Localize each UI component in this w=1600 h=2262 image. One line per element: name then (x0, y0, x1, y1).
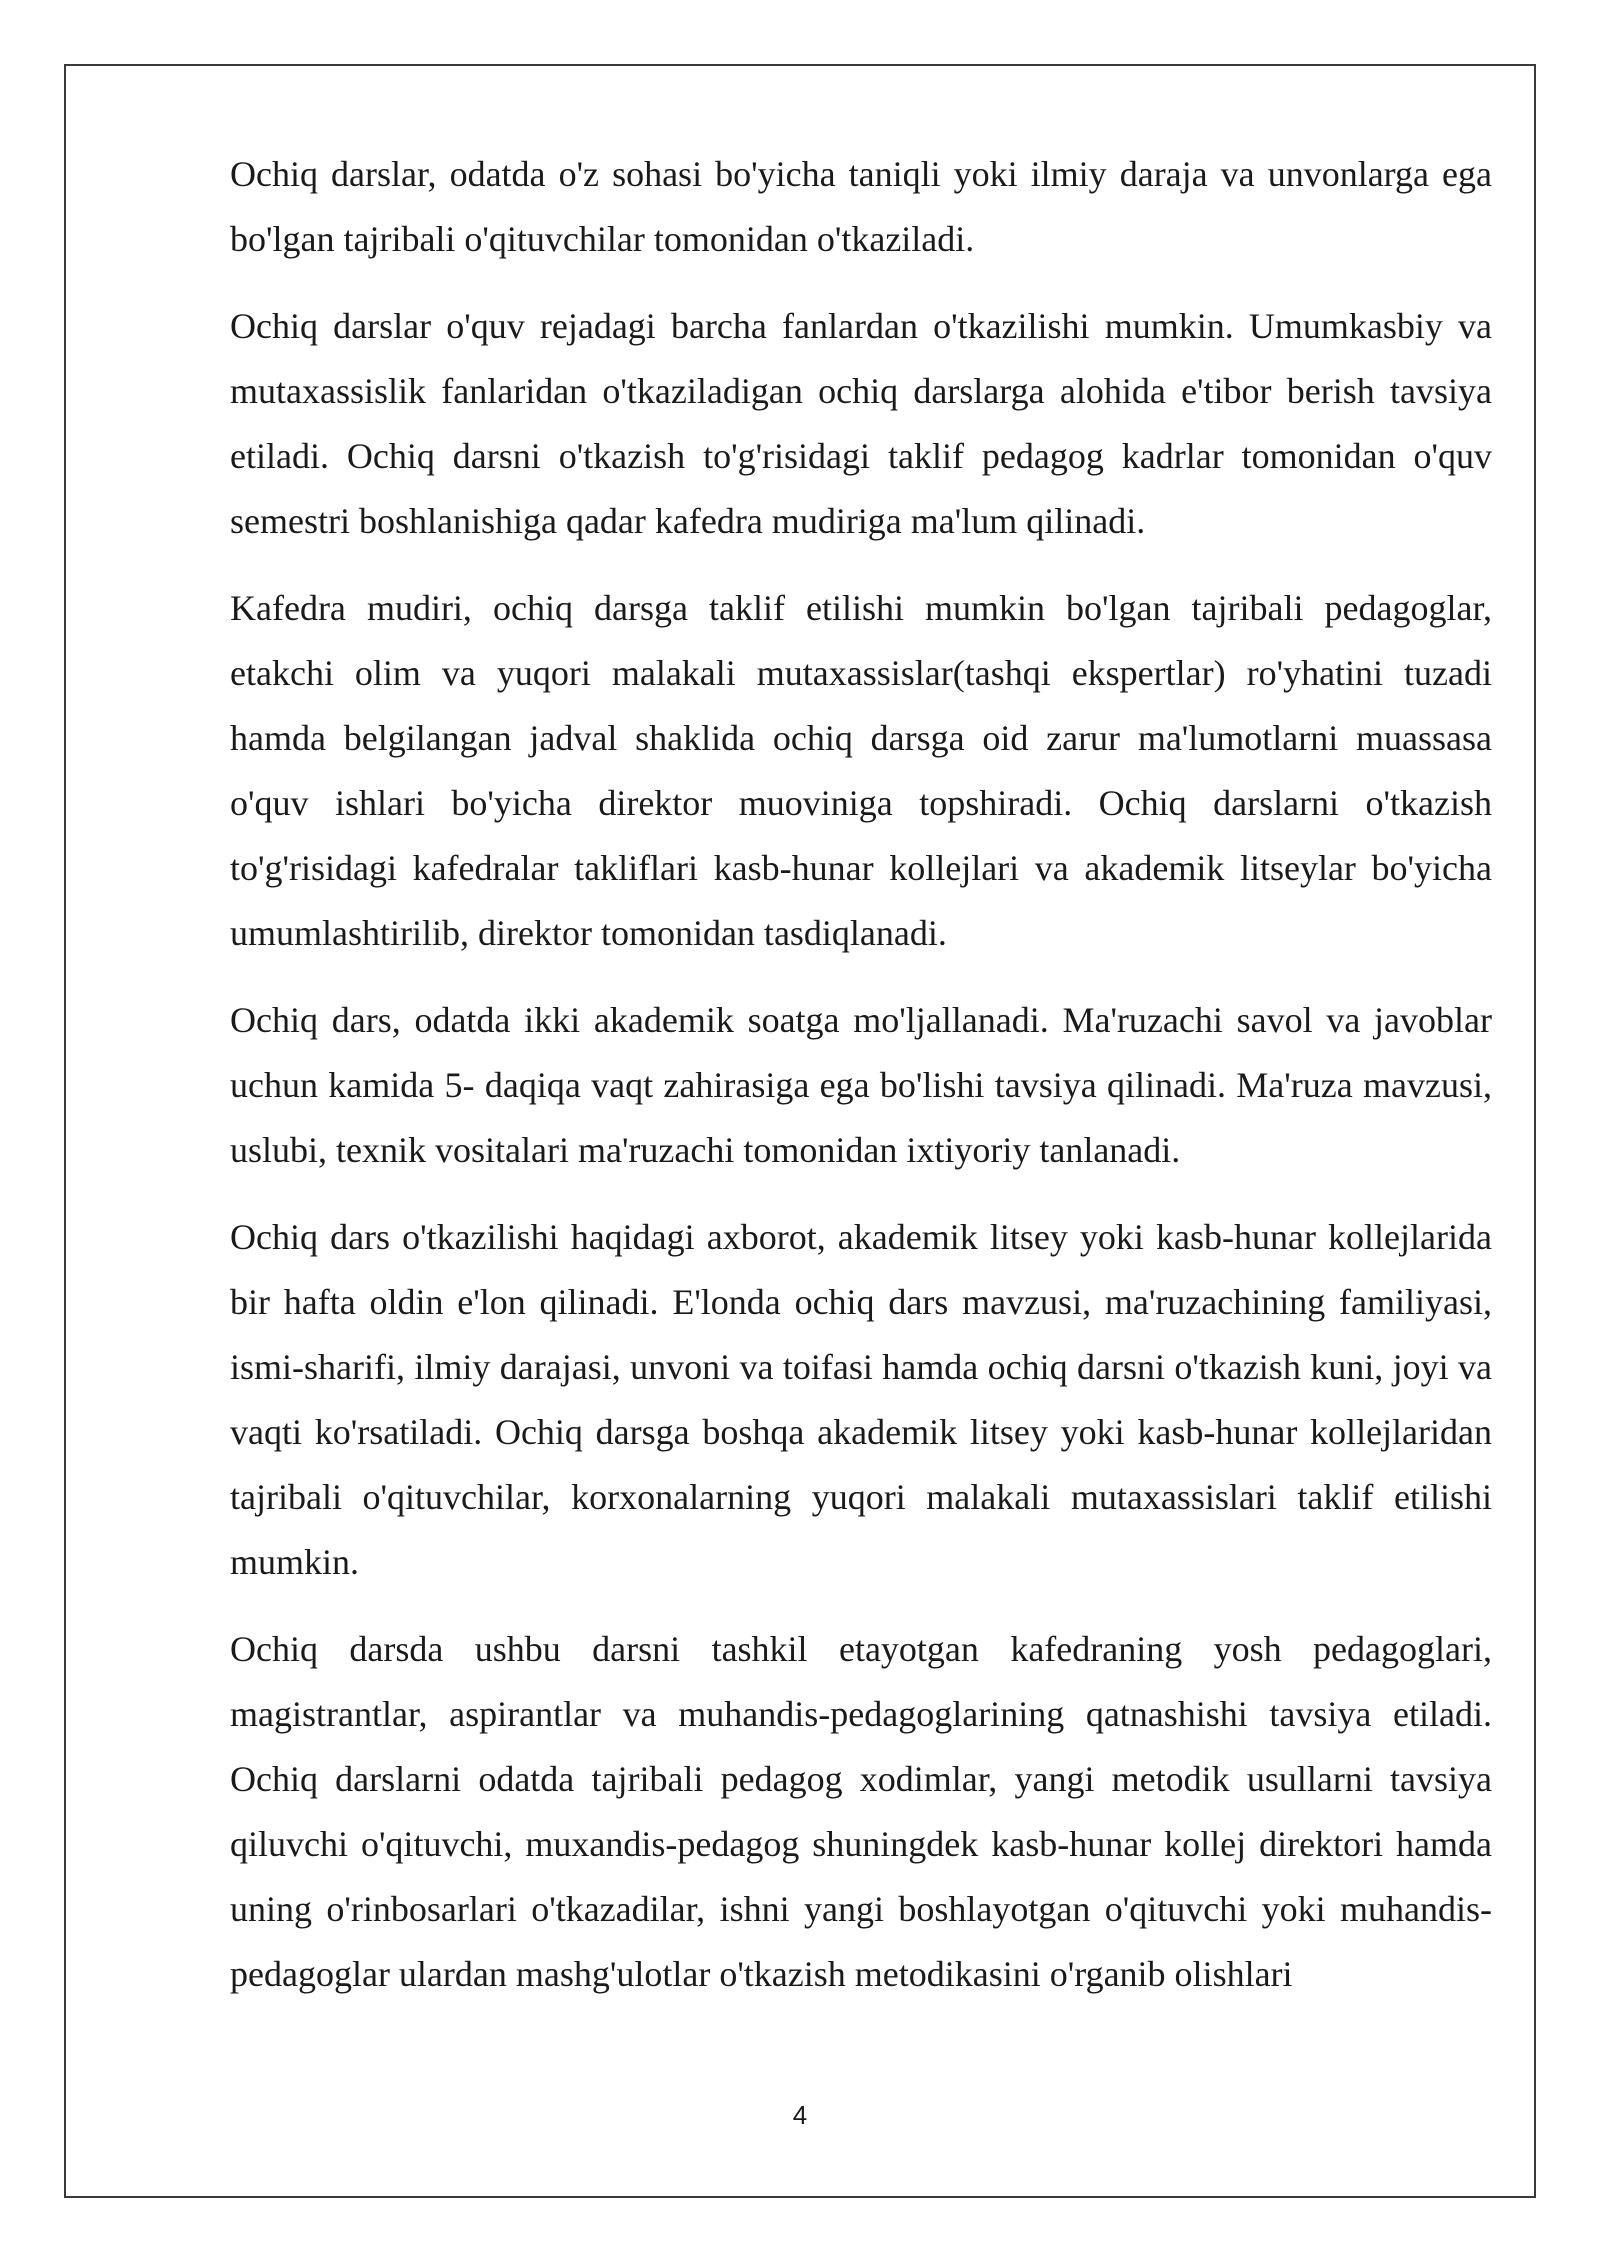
page-number: 4 (792, 2100, 808, 2130)
paragraph-2: Ochiq darslar o'quv rejadagi barcha fanlardan o'tkazilishi mumkin. Umumkasbiy va mutaxassislik fanlaridan o'tkaziladigan ochiq darslarga alohida e'tibor berish tavsiya etiladi. Ochiq darsni o'tkazish to'g'risidagi taklif pedagog kadrlar tomonidan o'quv semestri boshlanishiga qadar kafedra mudiriga ma'lum qilinadi. (230, 306, 1492, 541)
document-body (230, 142, 1492, 2029)
paragraph-6: Ochiq darsda ushbu darsni tashkil etayotgan kafedraning yosh pedagoglari, magistrantlar, aspirantlar va muhandis-pedagoglarining qatnashishi tavsiya etiladi. Ochiq darslarni odatda tajribali pedagog xodimlar, yangi metodik usullarni tavsiya qiluvchi o'qituvchi, muxandis-pedagog shuningdek kasb-hunar kollej direktori hamda uning o'rinbosarlari o'tkazadilar, ishni yangi boshlayotgan o'qituvchi yoki muhandis-pedagoglar ulardan mashg'ulotlar o'tkazish metodikasini o'rganib olishlari (230, 1629, 1492, 1994)
paragraph-1: Ochiq darslar, odatda o'z sohasi bo'yicha taniqli yoki ilmiy daraja va unvonlarga ega bo'lgan tajribali o'qituvchilar tomonidan o'tkaziladi. (230, 154, 1492, 259)
paragraph-5: Ochiq dars o'tkazilishi haqidagi axborot, akademik litsey yoki kasb-hunar kollejlarida bir hafta oldin e'lon qilinadi. E'londa ochiq dars mavzusi, ma'ruzachining familiyasi, ismi-sharifi, ilmiy darajasi, unvoni va toifasi hamda ochiq darsni o'tkazish kuni, joyi va vaqti ko'rsatiladi. Ochiq darsga boshqa akademik litsey yoki kasb-hunar kollejlaridan tajribali o'qituvchilar, korxonalarning yuqori malakali mutaxassislari taklif etilishi mumkin. (230, 1217, 1492, 1582)
paragraph-3: Kafedra mudiri, ochiq darsga taklif etilishi mumkin bo'lgan tajribali pedagoglar, etakchi olim va yuqori malakali mutaxassislar(tashqi ekspertlar) ro'yhatini tuzadi hamda belgilangan jadval shaklida ochiq darsga oid zarur ma'lumotlarni muassasa o'quv ishlari bo'yicha direktor muoviniga topshiradi. Ochiq darslarni o'tkazish to'g'risidagi kafedralar takliflari kasb-hunar kollejlari va akademik litseylar bo'yicha umumlashtirilib, direktor tomonidan tasdiqlanadi. (230, 588, 1492, 953)
paragraph-4: Ochiq dars, odatda ikki akademik soatga mo'ljallanadi. Ma'ruzachi savol va javoblar uchun kamida 5- daqiqa vaqt zahirasiga ega bo'lishi tavsiya qilinadi. Ma'ruza mavzusi, uslubi, texnik vositalari ma'ruzachi tomonidan ixtiyoriy tanlanadi. (230, 1000, 1492, 1170)
